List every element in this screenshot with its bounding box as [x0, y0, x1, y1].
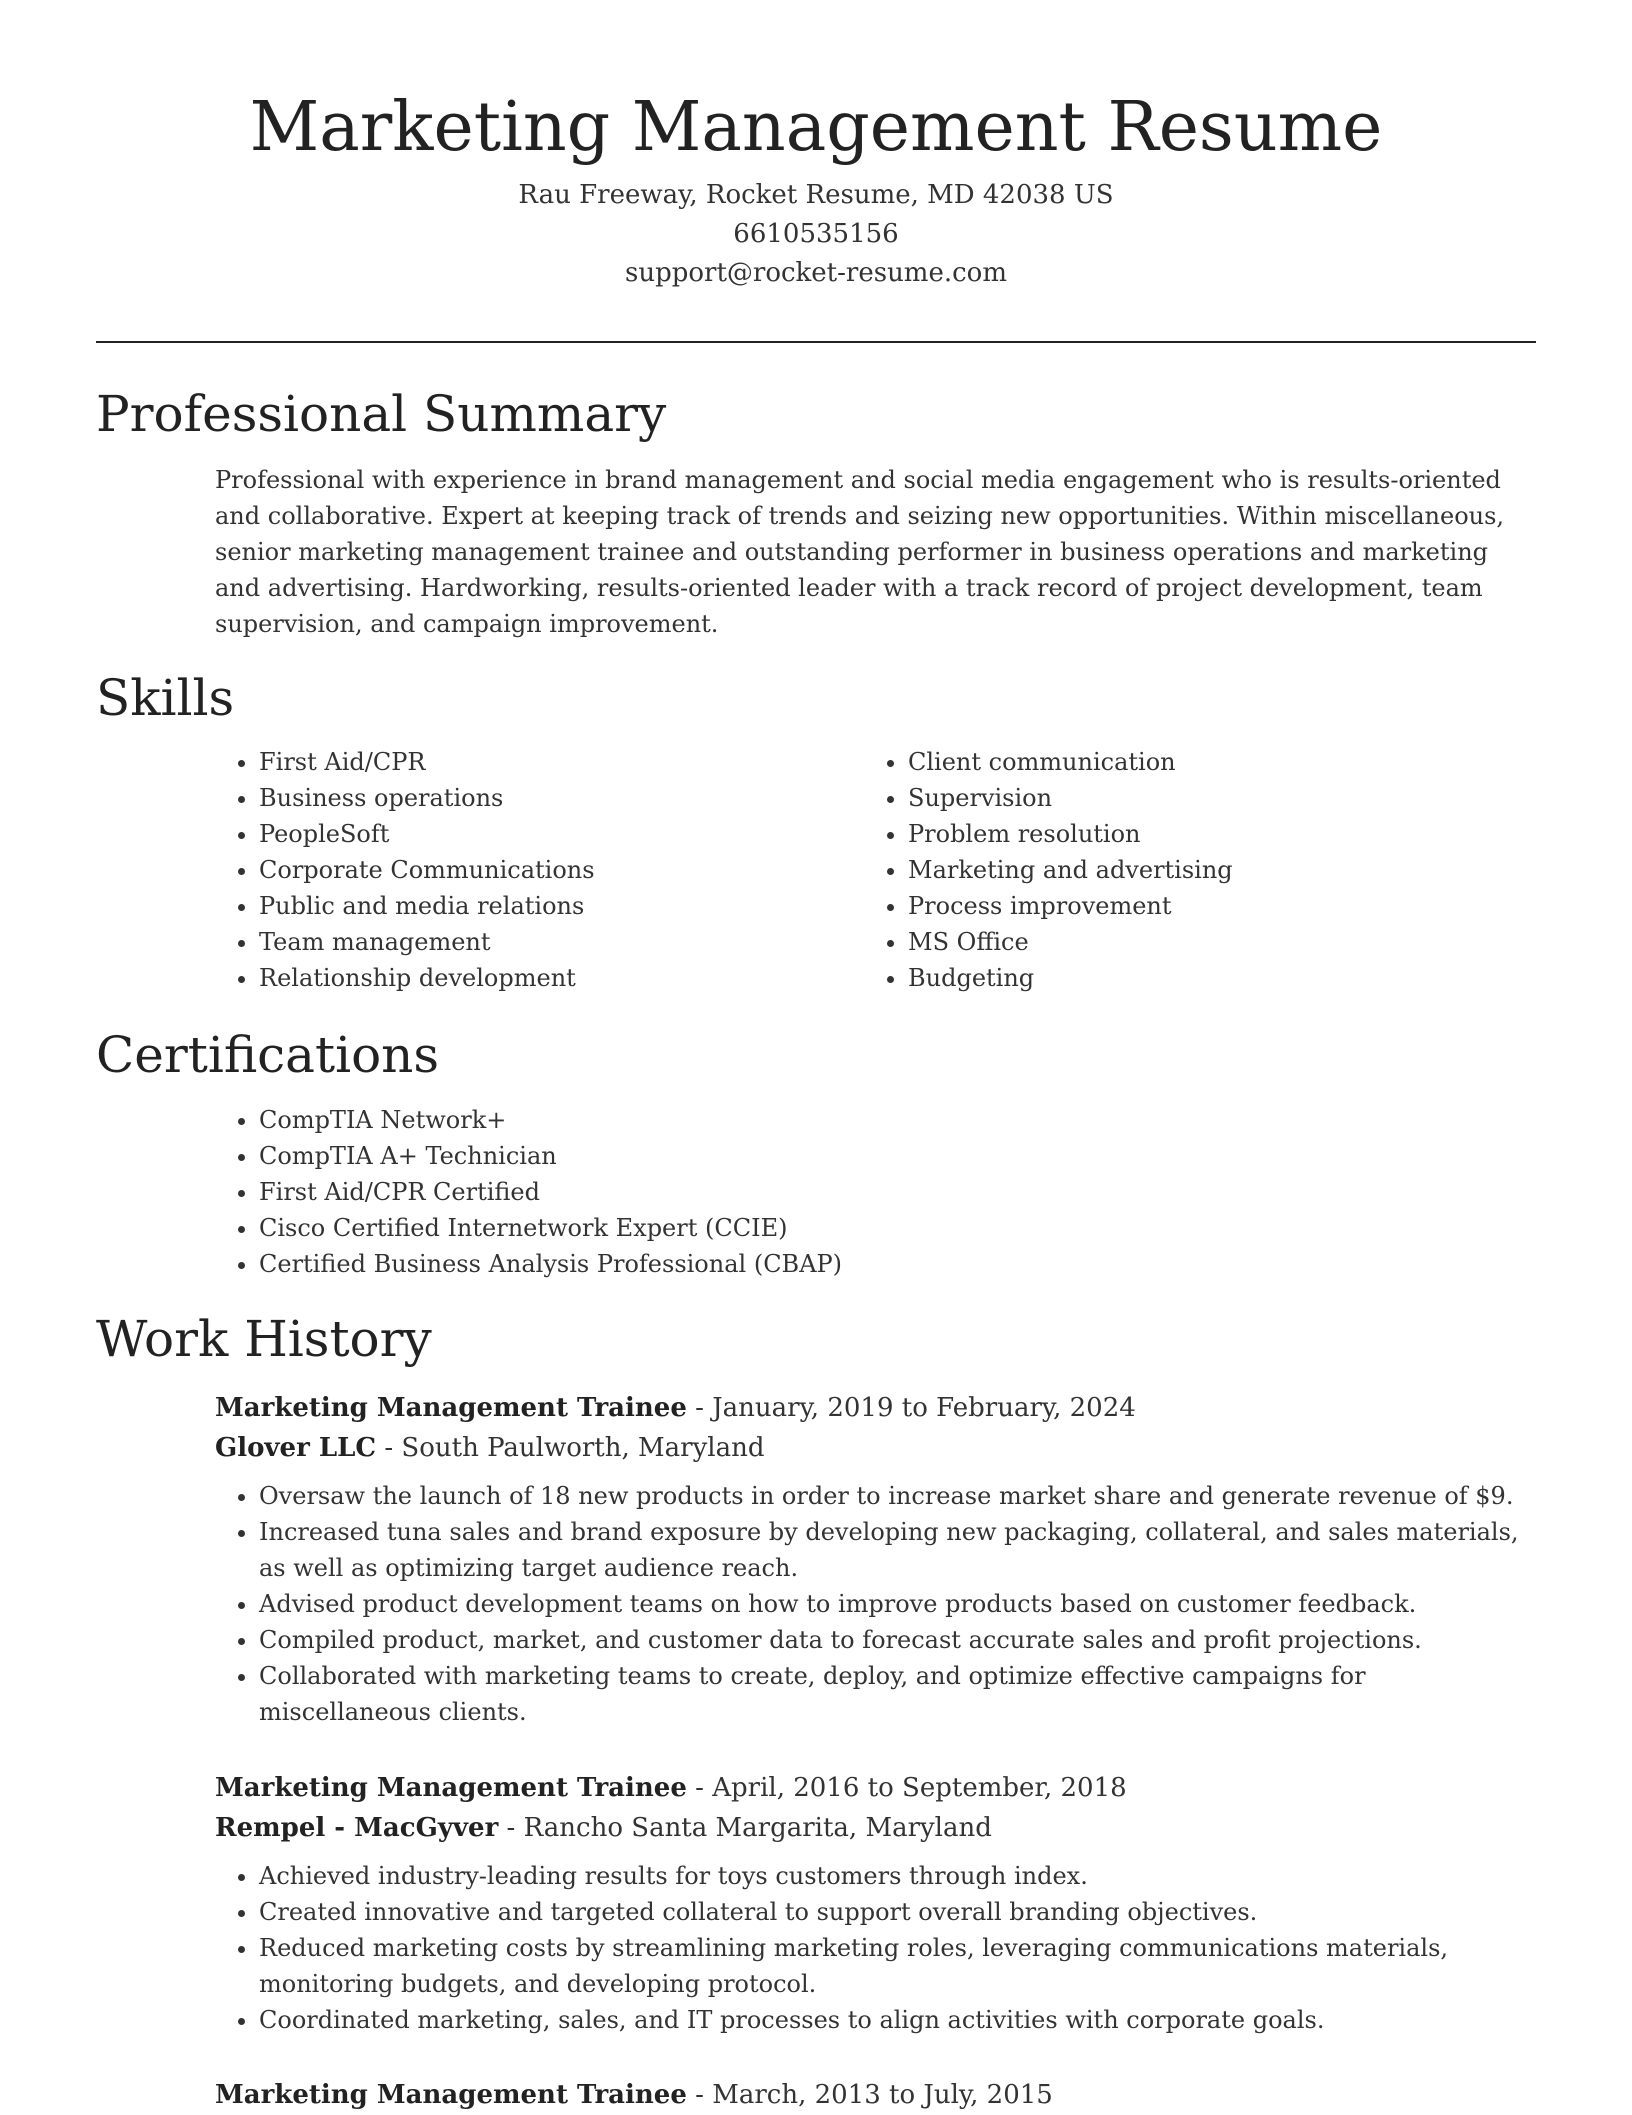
- job-dates: January, 2019 to February, 2024: [712, 1393, 1136, 1423]
- skill-item: • Corporate Communications: [259, 852, 859, 888]
- summary-text: Professional with experience in brand management and social media engagement who is results-oriented and collaborative. Expert at keeping track of trends and seizing new opportunities. Within miscellaneous, senior marketing management trainee and outstanding performer in business operations and marketing and advertising. Hardworking, results-oriented leader with a track record of project development, team supervision, and campaign improvement.: [215, 466, 1505, 638]
- skill-item: • Relationship development: [259, 960, 859, 996]
- certification-item: • Certified Business Analysis Professional (CBAP): [259, 1246, 1459, 1282]
- job-bullet: • Compiled product, market, and customer data to forecast accurate sales and profit projections.: [259, 1622, 1535, 1658]
- certification-item: • Cisco Certified Internetwork Expert (CCIE): [259, 1210, 1459, 1246]
- skill-item: • Client communication: [908, 744, 1548, 780]
- separator: -: [686, 1393, 713, 1423]
- work-history-heading: Work History: [96, 1310, 432, 1368]
- job-bullet: • Advised product development teams on how to improve products based on customer feedback.: [259, 1586, 1535, 1622]
- skill-item: • First Aid/CPR: [259, 744, 859, 780]
- job-company-line: [215, 1428, 1535, 1468]
- job-location: South Paulworth, Maryland: [401, 1433, 765, 1463]
- job-dates: April, 2016 to September, 2018: [712, 1773, 1127, 1803]
- skill-item: • Problem resolution: [908, 816, 1548, 852]
- certification-item: • First Aid/CPR Certified: [259, 1174, 1459, 1210]
- job-bullet: • Collaborated with marketing teams to create, deploy, and optimize effective campaigns for miscellaneous clients.: [259, 1658, 1535, 1730]
- separator: -: [376, 1433, 402, 1463]
- job-title-line: [215, 1388, 1535, 1428]
- skill-item: • MS Office: [908, 924, 1548, 960]
- job-bullets: [215, 1478, 1535, 1730]
- certifications-heading: Certifications: [96, 1026, 440, 1084]
- skill-item: • Public and media relations: [259, 888, 859, 924]
- job-bullet: • Coordinated marketing, sales, and IT processes to align activities with corporate goals.: [259, 2002, 1535, 2038]
- separator: -: [686, 2080, 713, 2110]
- job-title-line: [215, 2075, 1535, 2115]
- separator: -: [498, 1813, 524, 1843]
- job-company: Glover LLC: [215, 1433, 377, 1463]
- job-entry: [215, 2075, 1535, 2115]
- job-company: Rempel - MacGyver: [215, 1813, 499, 1843]
- separator: -: [686, 1773, 713, 1803]
- job-bullet: • Increased tuna sales and brand exposure by developing new packaging, collateral, and sales materials, as well as optimizing target audience reach.: [259, 1514, 1535, 1586]
- skills-list-right: [864, 744, 1548, 996]
- contact-email: support@rocket-resume.com: [624, 258, 1007, 288]
- job-location: Rancho Santa Margarita, Maryland: [523, 1813, 992, 1843]
- skill-item: • PeopleSoft: [259, 816, 859, 852]
- skill-item: • Team management: [259, 924, 859, 960]
- job-title-line: [215, 1768, 1535, 1808]
- resume-header: [0, 80, 1632, 293]
- resume-title: Marketing Management Resume: [249, 88, 1383, 167]
- certification-item: • CompTIA A+ Technician: [259, 1138, 1459, 1174]
- summary-heading: Professional Summary: [96, 385, 667, 443]
- skill-item: • Business operations: [259, 780, 859, 816]
- skills-list-left: [215, 744, 859, 996]
- job-bullet: • Created innovative and targeted collateral to support overall branding objectives.: [259, 1894, 1535, 1930]
- skill-item: • Process improvement: [908, 888, 1548, 924]
- header-divider: [96, 341, 1536, 343]
- job-dates: March, 2013 to July, 2015: [712, 2080, 1053, 2110]
- contact-phone: 6610535156: [733, 219, 899, 249]
- job-title: Marketing Management Trainee: [215, 2080, 687, 2110]
- skill-item: • Marketing and advertising: [908, 852, 1548, 888]
- skill-item: • Budgeting: [908, 960, 1548, 996]
- job-bullet: • Reduced marketing costs by streamlining marketing roles, leveraging communications materials, monitoring budgets, and developing protocol.: [259, 1930, 1535, 2002]
- job-title: Marketing Management Trainee: [215, 1393, 687, 1423]
- job-bullet: • Oversaw the launch of 18 new products in order to increase market share and generate revenue of $9.: [259, 1478, 1535, 1514]
- contact-address: Rau Freeway, Rocket Resume, MD 42038 US: [518, 180, 1114, 210]
- certification-item: • CompTIA Network+: [259, 1102, 1459, 1138]
- skills-heading: Skills: [96, 669, 235, 727]
- skill-item: • Supervision: [908, 780, 1548, 816]
- job-title: Marketing Management Trainee: [215, 1773, 687, 1803]
- job-entry: [215, 1768, 1535, 2038]
- job-bullet: • Achieved industry-leading results for toys customers through index.: [259, 1858, 1535, 1894]
- job-bullets: [215, 1858, 1535, 2038]
- job-entry: [215, 1388, 1535, 1730]
- job-company-line: [215, 1808, 1535, 1848]
- certifications-list: [215, 1102, 1459, 1282]
